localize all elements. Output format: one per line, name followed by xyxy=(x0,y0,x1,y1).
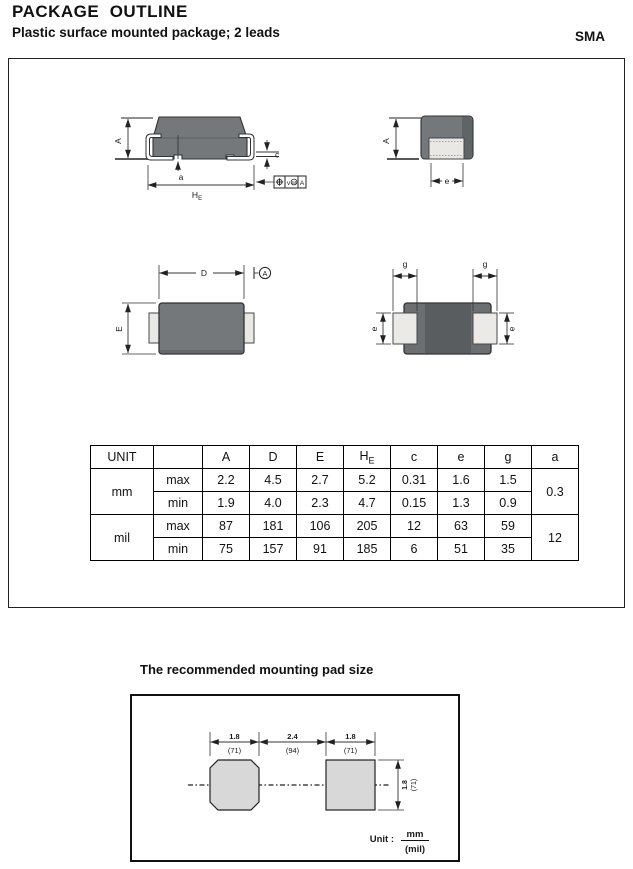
cell: 181 xyxy=(250,515,297,538)
cell: 185 xyxy=(344,538,391,561)
cell-mil-a: 12 xyxy=(532,515,579,561)
body-center-band xyxy=(425,304,471,353)
cell-mm-a: 0.3 xyxy=(532,469,579,515)
mounting-pad-box xyxy=(130,694,460,862)
cell: 205 xyxy=(344,515,391,538)
package-body-top xyxy=(159,303,244,354)
dim-label-e-end: e xyxy=(444,176,450,186)
datum-a-symbol xyxy=(259,267,270,278)
unit-label: Unit : xyxy=(369,834,394,845)
cell: 1.5 xyxy=(485,469,532,492)
dim-label-e-right: e xyxy=(506,326,517,332)
dim-label-HE xyxy=(192,190,202,202)
pad-left-mil: (71) xyxy=(227,746,242,755)
dim-a xyxy=(178,162,184,183)
mounting-pad-left xyxy=(210,760,259,810)
cell: 59 xyxy=(485,515,532,538)
cell: 1.6 xyxy=(438,469,485,492)
dim-label-A-end: A xyxy=(381,138,391,144)
header-he-main: H xyxy=(359,448,369,463)
bottom-view xyxy=(369,259,517,354)
cell: 0.15 xyxy=(391,492,438,515)
header-A: A xyxy=(203,446,250,469)
dim-label-a: a xyxy=(178,172,184,182)
tolerance-frame xyxy=(257,176,307,188)
page-subtitle: Plastic surface mounted package; 2 leads xyxy=(12,25,280,40)
cell: 0.9 xyxy=(485,492,532,515)
unit-mm: mm xyxy=(91,469,154,515)
header-E: E xyxy=(297,446,344,469)
cell: 63 xyxy=(438,515,485,538)
page-title: PACKAGE OUTLINE xyxy=(12,2,188,21)
table-row-mil-min xyxy=(91,538,579,561)
pad-left-mm: 1.8 xyxy=(229,732,240,741)
mounting-pad-drawing xyxy=(132,696,454,856)
cell: 6 xyxy=(391,538,438,561)
pad-right-mil: (71) xyxy=(343,746,358,755)
dim-e-right xyxy=(499,313,517,344)
dim-label-he-main: H xyxy=(191,190,199,200)
datum-a-letter: A xyxy=(262,270,268,278)
cell: 0.31 xyxy=(391,469,438,492)
cell: 157 xyxy=(250,538,297,561)
side-view xyxy=(113,117,306,202)
pad-left-bottom xyxy=(393,313,417,344)
cell: 12 xyxy=(391,515,438,538)
pad-right-mm: 1.8 xyxy=(345,732,356,741)
header-blank xyxy=(154,446,203,469)
cell: 87 xyxy=(203,515,250,538)
unit-numerator: mm xyxy=(406,829,424,840)
mm-min-label: min xyxy=(154,492,203,515)
pad-right-bottom xyxy=(473,313,497,344)
mounting-pad-title: The recommended mounting pad size xyxy=(140,662,374,677)
unit-denominator: (mil) xyxy=(404,844,426,855)
unit-mil: mil xyxy=(91,515,154,561)
table-row-mm-min xyxy=(91,492,579,515)
dim-e-left xyxy=(369,313,391,344)
header-a: a xyxy=(532,446,579,469)
top-view xyxy=(114,265,271,354)
unit-note xyxy=(370,829,429,855)
tolerance-value: v xyxy=(287,180,291,187)
pad-height-mm: 1.8 xyxy=(402,780,409,790)
mil-min-label: min xyxy=(154,538,203,561)
header-c: c xyxy=(391,446,438,469)
package-code: SMA xyxy=(575,29,605,44)
tolerance-datum: A xyxy=(299,180,305,187)
cell: 106 xyxy=(297,515,344,538)
mmc-letter: M xyxy=(292,180,296,185)
dimensions-table xyxy=(90,445,579,561)
cell: 51 xyxy=(438,538,485,561)
dim-label-g-left: g xyxy=(402,259,408,269)
pad-gap-mil: (94) xyxy=(285,746,300,755)
cell: 75 xyxy=(203,538,250,561)
header-D: D xyxy=(250,446,297,469)
cell: 4.0 xyxy=(250,492,297,515)
mounting-pad-right xyxy=(326,760,375,810)
table-header-row xyxy=(91,446,579,469)
dim-A-end xyxy=(381,118,421,159)
cell: 5.2 xyxy=(344,469,391,492)
cell: 4.5 xyxy=(250,469,297,492)
cell: 1.9 xyxy=(203,492,250,515)
dim-c xyxy=(256,140,280,169)
body-top-shade xyxy=(160,350,243,353)
dim-e-end xyxy=(431,163,463,187)
header-HE xyxy=(344,446,391,469)
pad-dim-left-width xyxy=(211,732,259,755)
dim-label-D: D xyxy=(200,268,208,278)
cell: 2.3 xyxy=(297,492,344,515)
cell: 91 xyxy=(297,538,344,561)
pad-dim-right-width xyxy=(327,732,375,755)
header-g: g xyxy=(485,446,532,469)
cell: 2.2 xyxy=(203,469,250,492)
cell: 35 xyxy=(485,538,532,561)
pad-dim-gap xyxy=(260,732,326,755)
header-he-sub: E xyxy=(368,455,375,466)
cell: 4.7 xyxy=(344,492,391,515)
dim-label-c: c xyxy=(275,149,280,160)
dim-HE xyxy=(148,165,254,202)
mil-max-label: max xyxy=(154,515,203,538)
header-e: e xyxy=(438,446,485,469)
header-unit: UNIT xyxy=(91,446,154,469)
dim-label-E: E xyxy=(114,326,124,332)
table-row-mil-max xyxy=(91,515,579,538)
cell: 1.3 xyxy=(438,492,485,515)
end-view xyxy=(381,116,473,187)
dim-label-A: A xyxy=(113,138,123,144)
dim-label-g-right: g xyxy=(482,259,488,269)
mm-max-label: max xyxy=(154,469,203,492)
dim-D xyxy=(159,265,271,299)
pad-height-mil: (71) xyxy=(411,778,418,792)
dim-label-he-sub: E xyxy=(198,196,203,202)
cell: 2.7 xyxy=(297,469,344,492)
pad-gap-mm: 2.4 xyxy=(287,732,298,741)
table-row-mm-max xyxy=(91,469,579,492)
dim-label-e-left: e xyxy=(369,326,379,332)
